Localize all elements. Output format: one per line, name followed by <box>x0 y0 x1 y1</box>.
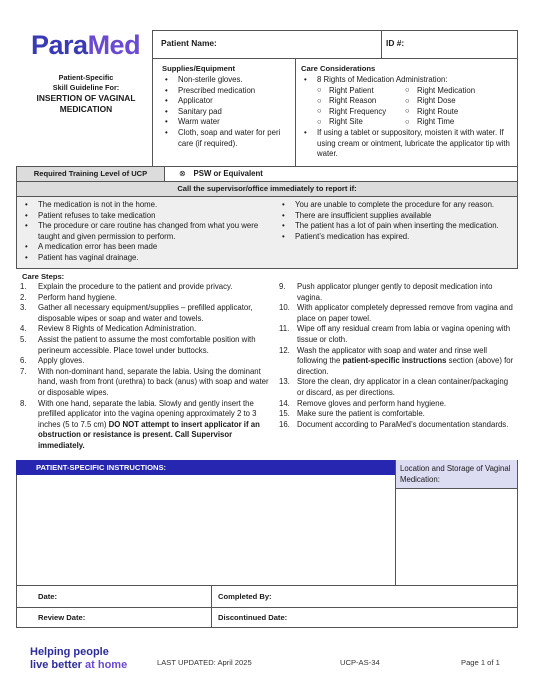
id-label[interactable]: ID #: <box>386 38 405 48</box>
care-step: 9. Push applicator plunger gently to deposit medication into vagina. <box>279 282 493 302</box>
logo-part1: Para <box>31 30 88 60</box>
guideline-line2: Skill Guideline For: <box>52 82 120 92</box>
header-mid-border <box>152 58 517 59</box>
report-item: • The patient has a lot of pain when inserting the medication. <box>279 221 515 232</box>
right-item: ○ Right Time <box>405 117 505 128</box>
supply-item: • Applicator <box>162 96 294 107</box>
date-field[interactable]: Date: <box>38 592 57 601</box>
care-step: 12. Wash the applicator with soap and water and rinse well following the patient-specific instructions section (above) for direction. <box>279 345 514 376</box>
care-step: 6. Apply gloves. <box>20 356 85 366</box>
instructions-title: PATIENT-SPECIFIC INSTRUCTIONS: <box>16 460 395 475</box>
training-value <box>179 169 263 178</box>
right-item: ○ Right Frequency <box>317 107 405 118</box>
care-step: 4. Review 8 Rights of Medication Administration. <box>20 324 197 334</box>
right-item: ○ Right Dose <box>405 96 505 107</box>
right-item: ○ Right Reason <box>317 96 405 107</box>
supply-item: • Non-sterile gloves. <box>162 75 294 86</box>
last-updated: LAST UPDATED: April 2025 <box>157 658 252 667</box>
guideline-line3: INSERTION OF VAGINAL <box>36 92 136 103</box>
report-item: • Patient’s medication has expired. <box>279 232 515 243</box>
supply-item: • Warm water <box>162 117 294 128</box>
care-item-moisten: • If using a tablet or suppository, moisten it with water. If using cream or ointment, lubricate the applicator tip with water. <box>301 128 514 160</box>
patient-name-label[interactable]: Patient Name: <box>161 38 217 48</box>
report-item: • You are unable to complete the procedure for any reason. <box>279 200 515 211</box>
care-step: 14. Remove gloves and perform hand hygiene. <box>279 398 447 408</box>
completed-by-field[interactable]: Completed By: <box>218 592 272 601</box>
supply-item: • Cloth, soap and water for peri care (if required). <box>162 128 294 149</box>
training-level: PSW or Equivalent <box>193 169 263 178</box>
report-item: • Patient refuses to take medication <box>22 211 272 222</box>
supplies-list <box>162 75 294 149</box>
right-item: ○ Right Patient <box>317 86 405 97</box>
report-item: • A medication error has been made <box>22 242 272 253</box>
care-step: 10. With applicator completely depressed remove from vagina and place on paper towel. <box>279 303 513 323</box>
right-item: ○ Right Medication <box>405 86 505 97</box>
document-code: UCP-AS-34 <box>340 658 380 667</box>
review-date-field[interactable]: Review Date: <box>38 613 86 622</box>
care-step: 11. Wipe off any residual cream from labia or vagina opening with tissue or cloth. <box>279 324 511 344</box>
report-list-right <box>279 200 515 242</box>
signoff-col-divider <box>211 586 212 628</box>
care-item-rights: • 8 Rights of Medication Administration: <box>301 75 514 86</box>
guideline-line4: MEDICATION <box>59 104 113 115</box>
care-title: Care Considerations <box>301 64 376 73</box>
supplies-title: Supplies/Equipment <box>162 64 235 73</box>
care-step: 1. Explain the procedure to the patient and provide privacy. <box>20 282 233 291</box>
header-top-border <box>152 30 517 31</box>
header-right-border <box>517 30 518 166</box>
report-item: • Patient has vaginal drainage. <box>22 253 272 264</box>
logo-part2: Med <box>87 30 141 60</box>
location-label: Location and Storage of Vaginal Medication: <box>400 464 511 484</box>
care-step: 7. With non-dominant hand, separate the labia. Using the dominant hand, wash from front (urethra) to back (anus) with soap and water or disposable wipes. <box>20 366 269 397</box>
care-step: 8. With one hand, separate the labia. Slowly and gently insert the prefilled applicator into the vagina opening approximately 2 to 3 inches (5 to 7.5 cm) DO NOT attempt to insert applicator if an obstruction or resistance is present. Call Supervisor immediately. <box>20 398 260 450</box>
report-list-left <box>22 200 272 264</box>
report-header: Call the supervisor/office immediately to report if: <box>16 182 518 197</box>
discontinued-date-field[interactable]: Discontinued Date: <box>218 613 288 622</box>
report-item: • The procedure or care routine has changed from what you were taught and given permission to perform. <box>22 221 272 242</box>
right-item: ○ Right Site <box>317 117 405 128</box>
care-step: 15. Make sure the patient is comfortable. <box>279 409 425 419</box>
training-label: Required Training Level of UCP <box>16 166 165 182</box>
care-steps-right <box>279 282 515 430</box>
guideline-line1: Patient-Specific <box>58 73 114 82</box>
rights-grid <box>301 86 514 128</box>
paramed-logo <box>31 32 140 59</box>
supply-item: • Sanitary pad <box>162 107 294 118</box>
care-list <box>301 75 514 160</box>
care-step: 5. Assist the patient to assume the most comfortable position with perineum accessible. Place towel under buttocks. <box>20 334 256 355</box>
checked-box-icon: ⊗ <box>179 169 186 178</box>
report-item: • The medication is not in the home. <box>22 200 272 211</box>
care-step: 13. Store the clean, dry applicator in a clean container/packaging or discard, as per directions. <box>279 377 509 397</box>
care-steps-left <box>20 282 270 452</box>
page-number: Page 1 of 1 <box>461 658 500 667</box>
supply-item: • Prescribed medication <box>162 86 294 97</box>
right-item: ○ Right Route <box>405 107 505 118</box>
care-step: 2. Perform hand hygiene. <box>20 292 117 302</box>
header-id-divider <box>381 30 382 58</box>
tagline: Helping people live better at home <box>30 646 128 671</box>
signoff-row-divider <box>16 607 518 608</box>
care-step: 3. Gather all necessary equipment/supplies – prefilled applicator, disposable wipes or soap and water and towels. <box>20 303 253 323</box>
care-step: 16. Document according to ParaMed’s documentation standards. <box>279 419 509 429</box>
header-left-border <box>152 30 153 166</box>
report-item: • There are insufficient supplies available <box>279 211 515 222</box>
guideline-title <box>20 73 152 115</box>
care-steps-title: Care Steps: <box>22 272 65 281</box>
header-col-divider <box>295 58 296 166</box>
